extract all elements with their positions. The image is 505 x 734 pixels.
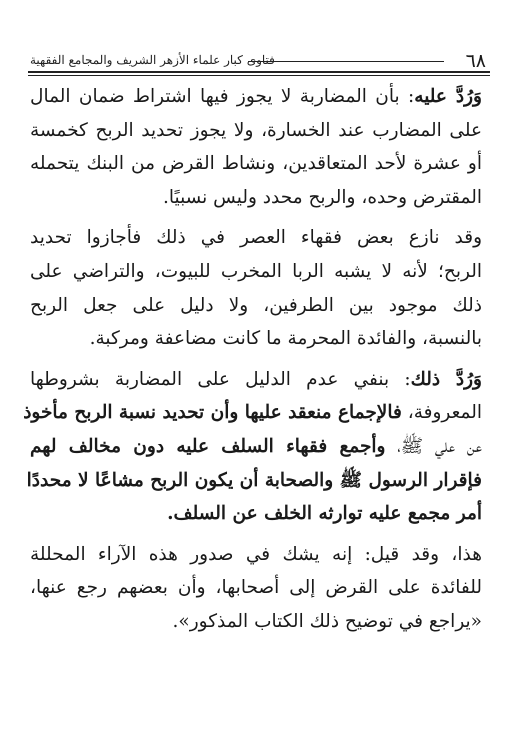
text-line	[30, 147, 482, 181]
paragraph	[30, 80, 482, 214]
text-line	[30, 114, 482, 148]
text-line	[30, 430, 482, 464]
bold-text-run: وَرُدَّ ذلك	[410, 368, 482, 390]
text-run: ذلك موجود بين الطرفين، ولا دليل على جعل الربح	[30, 294, 482, 316]
paragraph	[30, 538, 482, 639]
text-run: للفائدة على القرض إلى أصحابها، وأن بعضهم رجع عنها،	[30, 577, 482, 599]
text-run: : بأن المضاربة لا يجوز فيها اشتراط ضمان المال	[30, 86, 415, 107]
text-run: على المضارب عند الخسارة، ولا يجوز تحديد الربح كخمسة	[30, 119, 482, 141]
text-line	[30, 363, 482, 397]
bold-text-run: وأجمع فقهاء السلف عليه دون مخالف لهم	[30, 435, 386, 457]
text-line	[30, 538, 482, 572]
text-run: عن علي ﷺ،	[385, 435, 482, 457]
bold-text-run: فإقرار الرسول ﷺ والصحابة أن يكون الربح مشاعًا لا محددًا	[26, 469, 482, 491]
bold-text-run: أمر مجمع عليه توارثه الخلف عن السلف.	[167, 503, 482, 525]
text-line	[30, 571, 482, 605]
text-run: المعروفة،	[401, 402, 482, 424]
text-line	[30, 497, 482, 531]
text-run: هذا، وقد قيل: إنه يشك في صدور هذه الآراء المحللة	[30, 543, 482, 565]
text-line	[30, 322, 482, 356]
page-header	[28, 50, 490, 74]
bold-text-run: فالإجماع منعقد عليها وأن تحديد نسبة الربح مأخوذ	[23, 402, 402, 424]
header-rule-middle	[248, 61, 444, 62]
paragraph	[23, 363, 482, 531]
text-run: : بنفي عدم الدليل على المضاربة بشروطها	[30, 368, 411, 390]
text-line	[30, 605, 482, 639]
text-run: وقد نازع بعض فقهاء العصر في ذلك فأجازوا تحديد	[30, 227, 482, 249]
page-number: ٦٨	[465, 50, 486, 72]
text-run: الربح؛ لأنه لا يشبه الربا المخرب للبيوت، والتراضي على	[30, 260, 482, 282]
text-line	[23, 396, 482, 430]
text-line	[30, 181, 482, 215]
text-line	[30, 221, 482, 255]
text-line	[30, 80, 482, 114]
body-text	[23, 80, 482, 639]
paragraph	[30, 221, 482, 355]
text-line	[30, 255, 482, 289]
text-run: بالنسبة، والفائدة المحرمة ما كانت مضاعفة ومركبة.	[89, 328, 482, 350]
bold-text-run: وَرُدَّ عليه	[414, 86, 482, 107]
text-line	[30, 289, 482, 323]
header-rule-thick	[28, 71, 490, 73]
text-run: «يراجع في توضيح ذلك الكتاب المذكور».	[172, 610, 482, 632]
header-rule-thin	[28, 75, 490, 76]
text-run: أو عشرة لأحد المتعاقدين، ونشاط القرض من البنك يتحمله	[30, 153, 482, 175]
text-run: المقترض وحده، والربح محدد وليس نسبيًا.	[162, 186, 482, 208]
text-line	[26, 464, 482, 498]
running-title: فتاوى كبار علماء الأزهر الشريف والمجامع الفقهية	[30, 53, 275, 67]
